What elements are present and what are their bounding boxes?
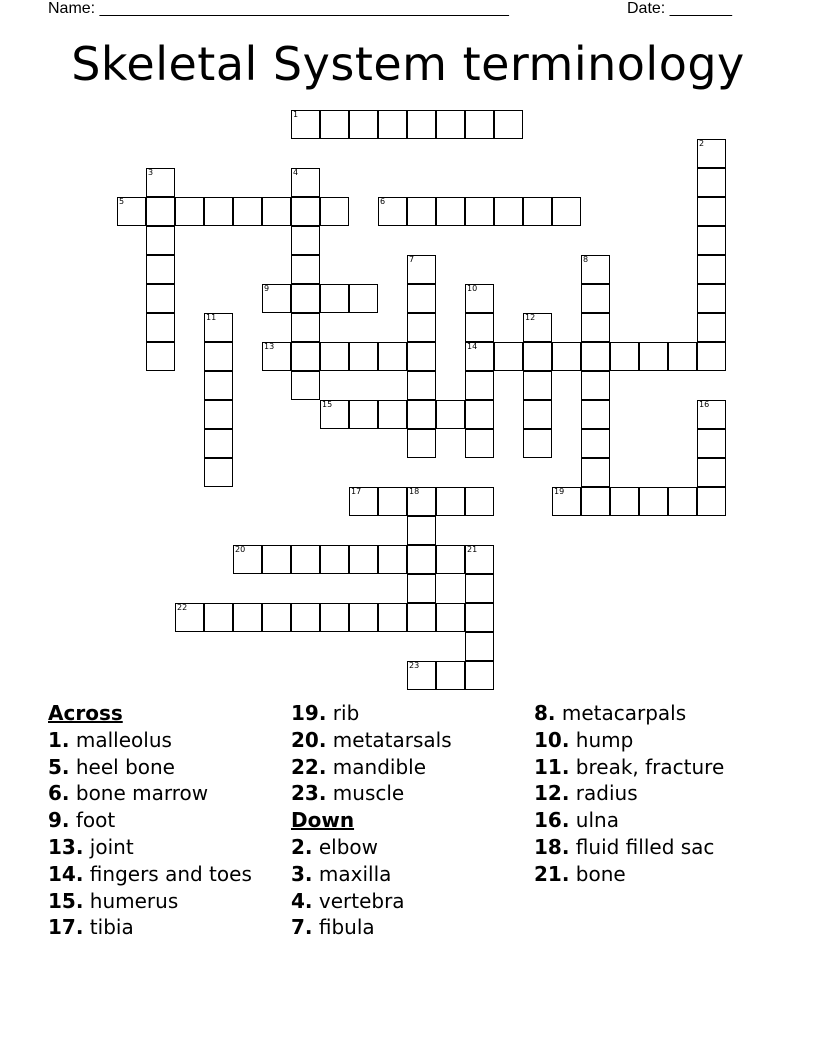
clue-number: 17.	[48, 915, 84, 940]
clue-down-3	[291, 861, 452, 888]
cell-number: 14	[467, 342, 478, 351]
grid-cell[interactable]	[291, 168, 320, 197]
grid-cell[interactable]	[262, 603, 291, 632]
clue-text: hump	[575, 727, 634, 752]
grid-cell[interactable]	[523, 400, 552, 429]
grid-cell[interactable]	[262, 545, 291, 574]
grid-cell[interactable]	[436, 661, 465, 690]
grid-cell[interactable]	[697, 487, 726, 516]
clue-text: maxilla	[318, 861, 392, 886]
grid-cell[interactable]	[465, 110, 494, 139]
grid-cell[interactable]	[523, 429, 552, 458]
grid-cell[interactable]	[581, 458, 610, 487]
clue-number: 21.	[534, 861, 570, 886]
grid-cell[interactable]	[291, 603, 320, 632]
clues-column-1	[48, 700, 252, 941]
clue-down-7	[291, 914, 452, 941]
grid-cell[interactable]	[291, 545, 320, 574]
grid-cell[interactable]	[494, 342, 523, 371]
cell-number: 22	[177, 603, 188, 612]
grid-cell[interactable]	[697, 429, 726, 458]
grid-cell[interactable]	[697, 458, 726, 487]
grid-cell[interactable]	[581, 342, 610, 371]
grid-cell[interactable]	[639, 487, 668, 516]
clue-down-8	[534, 700, 724, 727]
grid-cell[interactable]	[204, 197, 233, 226]
grid-cell[interactable]	[291, 313, 320, 342]
cell-number: 20	[235, 545, 246, 554]
cell-number: 16	[699, 400, 710, 409]
grid-cell[interactable]	[262, 197, 291, 226]
clue-number: 15.	[48, 888, 84, 913]
grid-cell[interactable]	[291, 197, 320, 226]
grid-cell[interactable]	[146, 284, 175, 313]
cell-number: 19	[554, 487, 565, 496]
clue-number: 11.	[534, 754, 570, 779]
grid-cell[interactable]	[291, 371, 320, 400]
grid-cell[interactable]	[349, 487, 378, 516]
grid-cell[interactable]	[436, 400, 465, 429]
grid-cell[interactable]	[668, 342, 697, 371]
grid-cell[interactable]	[349, 342, 378, 371]
grid-cell[interactable]	[697, 313, 726, 342]
grid-cell[interactable]	[378, 400, 407, 429]
grid-cell[interactable]	[146, 342, 175, 371]
grid-cell[interactable]	[320, 400, 349, 429]
grid-cell[interactable]	[320, 284, 349, 313]
grid-cell[interactable]	[639, 342, 668, 371]
grid-cell[interactable]	[175, 603, 204, 632]
grid-cell[interactable]	[697, 226, 726, 255]
grid-cell[interactable]	[291, 342, 320, 371]
grid-cell[interactable]	[581, 487, 610, 516]
grid-cell[interactable]	[610, 487, 639, 516]
clue-down-18	[534, 834, 724, 861]
clue-number: 2.	[291, 834, 313, 859]
grid-cell[interactable]	[407, 516, 436, 545]
grid-cell[interactable]	[465, 487, 494, 516]
clue-across-19	[291, 700, 452, 727]
grid-cell[interactable]	[465, 574, 494, 603]
clue-text: humerus	[89, 888, 179, 913]
grid-cell[interactable]	[349, 400, 378, 429]
grid-cell[interactable]	[233, 545, 262, 574]
grid-cell[interactable]	[697, 197, 726, 226]
grid-cell[interactable]	[204, 371, 233, 400]
grid-cell[interactable]	[262, 284, 291, 313]
clue-down-11	[534, 754, 724, 781]
grid-cell[interactable]	[523, 371, 552, 400]
cell-number: 6	[380, 197, 386, 206]
clue-text: malleolus	[75, 727, 172, 752]
grid-cell[interactable]	[581, 429, 610, 458]
clue-number: 23.	[291, 781, 327, 806]
cell-number: 7	[409, 255, 415, 264]
grid-cell[interactable]	[465, 313, 494, 342]
grid-cell[interactable]	[407, 487, 436, 516]
cell-number: 23	[409, 661, 420, 670]
grid-cell[interactable]	[436, 487, 465, 516]
grid-cell[interactable]	[233, 603, 262, 632]
clue-text: bone marrow	[75, 781, 209, 806]
grid-cell[interactable]	[407, 429, 436, 458]
grid-cell[interactable]	[523, 197, 552, 226]
clue-across-15	[48, 888, 252, 915]
grid-cell[interactable]	[378, 342, 407, 371]
grid-cell[interactable]	[697, 139, 726, 168]
clue-number: 7.	[291, 915, 313, 940]
clue-number: 16.	[534, 808, 570, 833]
grid-cell[interactable]	[407, 371, 436, 400]
clue-across-20	[291, 727, 452, 754]
grid-cell[interactable]	[349, 545, 378, 574]
grid-cell[interactable]	[552, 342, 581, 371]
grid-cell[interactable]	[146, 226, 175, 255]
clues-column-2	[291, 700, 452, 941]
grid-cell[interactable]	[204, 458, 233, 487]
grid-cell[interactable]	[610, 342, 639, 371]
clue-text: ulna	[575, 808, 619, 833]
clue-down-12	[534, 780, 724, 807]
clue-number: 4.	[291, 888, 313, 913]
grid-cell[interactable]	[204, 342, 233, 371]
grid-cell[interactable]	[581, 255, 610, 284]
clue-across-6	[48, 780, 252, 807]
cell-number: 10	[467, 284, 478, 293]
clue-number: 3.	[291, 861, 313, 886]
clue-text: radius	[575, 781, 638, 806]
grid-cell[interactable]	[378, 603, 407, 632]
grid-cell[interactable]	[465, 632, 494, 661]
grid-cell[interactable]	[291, 110, 320, 139]
grid-cell[interactable]	[407, 255, 436, 284]
clue-text: muscle	[332, 781, 405, 806]
cell-number: 17	[351, 487, 362, 496]
clue-across-5	[48, 754, 252, 781]
grid-cell[interactable]	[465, 197, 494, 226]
cell-number: 12	[525, 313, 536, 322]
grid-cell[interactable]	[436, 197, 465, 226]
grid-cell[interactable]	[349, 110, 378, 139]
cell-number: 3	[148, 168, 154, 177]
grid-cell[interactable]	[523, 313, 552, 342]
clue-number: 14.	[48, 861, 84, 886]
grid-cell[interactable]	[465, 400, 494, 429]
grid-cell[interactable]	[697, 400, 726, 429]
grid-cell[interactable]	[465, 342, 494, 371]
grid-cell[interactable]	[320, 342, 349, 371]
grid-cell[interactable]	[407, 603, 436, 632]
clue-text: bone	[575, 861, 626, 886]
grid-cell[interactable]	[436, 110, 465, 139]
grid-cell[interactable]	[465, 284, 494, 313]
grid-cell[interactable]	[407, 661, 436, 690]
grid-cell[interactable]	[204, 400, 233, 429]
grid-cell[interactable]	[378, 197, 407, 226]
clue-number: 9.	[48, 808, 70, 833]
grid-cell[interactable]	[552, 197, 581, 226]
clue-number: 5.	[48, 754, 70, 779]
down-heading: Down	[291, 808, 355, 833]
grid-cell[interactable]	[407, 400, 436, 429]
grid-cell[interactable]	[465, 371, 494, 400]
grid-cell[interactable]	[407, 313, 436, 342]
clue-text: metacarpals	[561, 701, 687, 725]
clue-text: heel bone	[75, 754, 175, 779]
clue-text: elbow	[318, 834, 379, 859]
across-heading: Across	[48, 701, 123, 725]
cell-number: 1	[293, 110, 299, 119]
grid-cell[interactable]	[349, 284, 378, 313]
grid-cell[interactable]	[233, 197, 262, 226]
clue-across-9	[48, 807, 252, 834]
grid-cell[interactable]	[552, 487, 581, 516]
grid-cell[interactable]	[204, 429, 233, 458]
grid-cell[interactable]	[494, 110, 523, 139]
grid-cell[interactable]	[378, 110, 407, 139]
cell-number: 9	[264, 284, 270, 293]
grid-cell[interactable]	[581, 400, 610, 429]
clue-across-14	[48, 861, 252, 888]
clue-across-17	[48, 914, 252, 941]
grid-cell[interactable]	[581, 371, 610, 400]
grid-cell[interactable]	[204, 603, 233, 632]
clue-down-4	[291, 888, 452, 915]
grid-cell[interactable]	[523, 342, 552, 371]
clue-number: 22.	[291, 754, 327, 779]
grid-cell[interactable]	[581, 284, 610, 313]
grid-cell[interactable]	[117, 197, 146, 226]
clue-number: 8.	[534, 701, 556, 725]
grid-cell[interactable]	[146, 197, 175, 226]
date-label: Date: _______	[627, 0, 732, 17]
grid-cell[interactable]	[407, 197, 436, 226]
grid-cell[interactable]	[407, 342, 436, 371]
grid-cell[interactable]	[436, 545, 465, 574]
grid-cell[interactable]	[494, 197, 523, 226]
grid-cell[interactable]	[697, 342, 726, 371]
grid-cell[interactable]	[465, 429, 494, 458]
clue-across-13	[48, 834, 252, 861]
grid-cell[interactable]	[407, 545, 436, 574]
clue-text: rib	[332, 701, 360, 725]
clue-text: break, fracture	[575, 754, 725, 779]
grid-cell[interactable]	[465, 545, 494, 574]
clue-number: 18.	[534, 834, 570, 859]
cell-number: 15	[322, 400, 333, 409]
grid-cell[interactable]	[697, 255, 726, 284]
grid-cell[interactable]	[407, 574, 436, 603]
grid-cell[interactable]	[581, 313, 610, 342]
grid-cell[interactable]	[378, 545, 407, 574]
grid-cell[interactable]	[465, 603, 494, 632]
clues-column-3	[534, 700, 724, 888]
grid-cell[interactable]	[146, 313, 175, 342]
clue-number: 12.	[534, 781, 570, 806]
clue-text: fluid filled sac	[575, 834, 715, 859]
cell-number: 5	[119, 197, 125, 206]
grid-cell[interactable]	[204, 313, 233, 342]
grid-cell[interactable]	[291, 284, 320, 313]
cell-number: 11	[206, 313, 217, 322]
clue-number: 10.	[534, 727, 570, 752]
grid-cell[interactable]	[320, 110, 349, 139]
clue-across-1	[48, 727, 252, 754]
clue-down-21	[534, 861, 724, 888]
clue-number: 6.	[48, 781, 70, 806]
grid-cell[interactable]	[378, 487, 407, 516]
cell-number: 13	[264, 342, 275, 351]
clue-text: tibia	[89, 915, 134, 940]
cell-number: 8	[583, 255, 589, 264]
grid-cell[interactable]	[697, 168, 726, 197]
clue-text: joint	[89, 834, 134, 859]
clue-text: fingers and toes	[89, 861, 252, 886]
grid-cell[interactable]	[320, 545, 349, 574]
clue-number: 13.	[48, 834, 84, 859]
clue-text: metatarsals	[332, 727, 452, 752]
name-label: Name: ______________________________________________	[48, 0, 509, 17]
clue-down-16	[534, 807, 724, 834]
cell-number: 2	[699, 139, 705, 148]
puzzle-title: Skeletal System terminology	[71, 37, 745, 91]
grid-cell[interactable]	[436, 603, 465, 632]
clue-across-22	[291, 754, 452, 781]
cell-number: 4	[293, 168, 299, 177]
clue-number: 1.	[48, 727, 70, 752]
cell-number: 21	[467, 545, 478, 554]
grid-cell[interactable]	[320, 197, 349, 226]
grid-cell[interactable]	[697, 284, 726, 313]
clue-down-10	[534, 727, 724, 754]
clue-across-23	[291, 780, 452, 807]
clue-text: fibula	[318, 915, 375, 940]
clue-text: foot	[75, 808, 116, 833]
grid-cell[interactable]	[262, 342, 291, 371]
grid-cell[interactable]	[146, 255, 175, 284]
clue-text: mandible	[332, 754, 427, 779]
grid-cell[interactable]	[291, 255, 320, 284]
grid-cell[interactable]	[407, 284, 436, 313]
grid-cell[interactable]	[291, 226, 320, 255]
grid-cell[interactable]	[175, 197, 204, 226]
grid-cell[interactable]	[407, 110, 436, 139]
grid-cell[interactable]	[668, 487, 697, 516]
grid-cell[interactable]	[465, 661, 494, 690]
cell-number: 18	[409, 487, 420, 496]
clue-text: vertebra	[318, 888, 405, 913]
clue-down-2	[291, 834, 452, 861]
clue-number: 19.	[291, 701, 327, 725]
clue-number: 20.	[291, 727, 327, 752]
grid-cell[interactable]	[146, 168, 175, 197]
grid-cell[interactable]	[349, 603, 378, 632]
grid-cell[interactable]	[320, 603, 349, 632]
